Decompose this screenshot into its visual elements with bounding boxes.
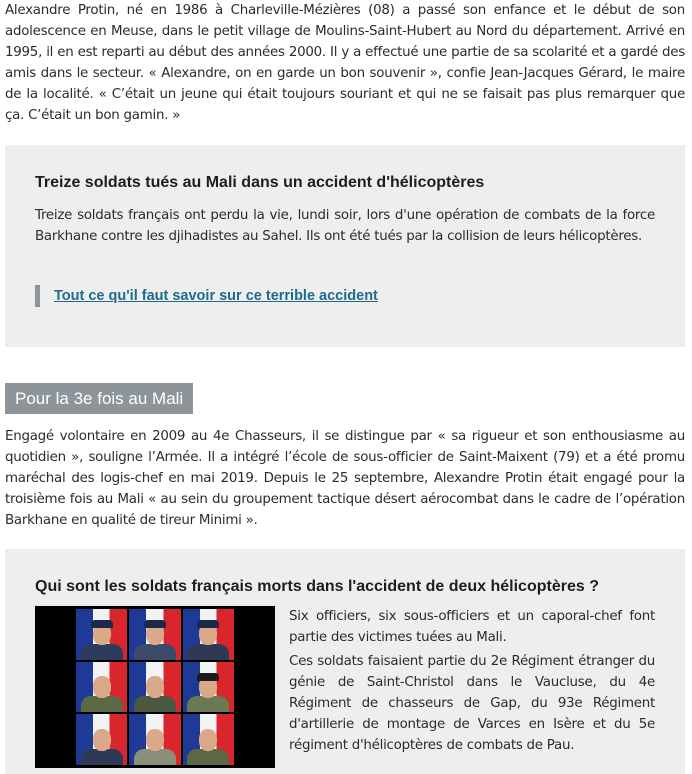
- soldier-portrait: [129, 714, 180, 765]
- soldiers-box-title: Qui sont les soldats français morts dans l'accident de deux hélicoptères ?: [35, 578, 599, 595]
- section-heading: Pour la 3e fois au Mali: [5, 383, 193, 414]
- soldier-portrait: [76, 662, 127, 713]
- related-article-link[interactable]: Tout ce qu'il faut savoir sur ce terrible accident: [54, 288, 378, 304]
- soldier-portrait: [183, 609, 234, 660]
- soldiers-description: [289, 606, 655, 759]
- soldiers-photo[interactable]: [35, 606, 275, 768]
- soldier-portrait: [129, 662, 180, 713]
- article-body-paragraph: Engagé volontaire en 2009 au 4e Chasseurs, il se distingue par « sa rigueur et son enthousiasme au quotidien », souligne l’Armée. Il a intégré l’école de sous-officier de Saint-Maixent (79) et a été promu maréchal des logis-chef en mai 2019. Depuis le 25 septembre, Alexandre Protin était engagé pour la troisième fois au Mali « au sein du groupement tactique désert aérocombat dans le cadre de l’opération Barkhane en qualité de tireur Minimi ».: [5, 429, 685, 528]
- related-article-box: [5, 145, 685, 347]
- soldier-portrait: [76, 714, 127, 765]
- related-link-wrapper: [35, 285, 378, 307]
- soldier-portrait: [76, 609, 127, 660]
- soldiers-paragraph-1: Six officiers, six sous-officiers et un caporal-chef font partie des victimes tuées au Mali.: [289, 609, 655, 645]
- related-article-title: Treize soldats tués au Mali dans un accident d'hélicoptères: [35, 174, 485, 191]
- soldier-portrait: [183, 662, 234, 713]
- soldier-portrait: [129, 609, 180, 660]
- article-intro-paragraph: Alexandre Protin, né en 1986 à Charleville-Mézières (08) a passé son enfance et le début de son adolescence en Meuse, dans le petit village de Moulins-Saint-Hubert au Nord du département. Arrivé en 1995, il en est reparti au début des années 2000. Il y a effectué une partie de sa scolarité et a gardé des amis dans le secteur. « Alexandre, on en garde un bon souvenir », confie Jean-Jacques Gérard, le maire de la localité. « C’était un jeune qui était toujours souriant et qui ne se faisait pas plus remarquer que ça. C’était un bon gamin. »: [5, 3, 685, 123]
- soldiers-paragraph-2: Ces soldats faisaient partie du 2e Régiment étranger du génie de Saint-Christol dans le Vaucluse, du 4e Régiment de chasseurs de Gap, du 93e Régiment d'artillerie de montage de Varces en Isère et du 5e régiment d'hélicoptères de combats de Pau.: [289, 654, 655, 753]
- related-article-summary: Treize soldats français ont perdu la vie, lundi soir, lors d'une opération de combats de la force Barkhane contre les djihadistes au Sahel. Ils ont été tués par la collision de leurs hélicoptères.: [35, 208, 655, 244]
- soldier-portrait: [183, 714, 234, 765]
- soldiers-portrait-grid-icon: [76, 609, 234, 765]
- soldiers-box: [5, 549, 685, 774]
